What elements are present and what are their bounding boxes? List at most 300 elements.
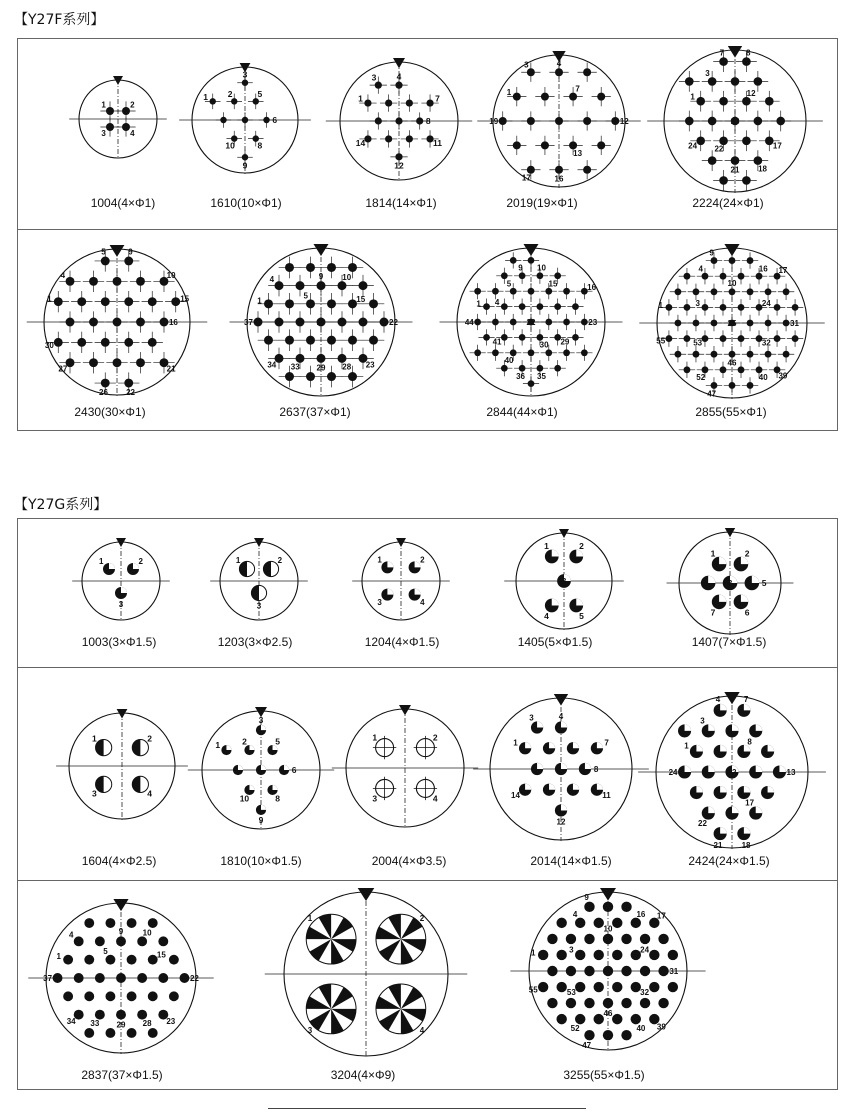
pin-number-label: 41	[492, 337, 502, 347]
pin-contact	[584, 966, 594, 976]
pin-contact	[649, 950, 659, 960]
pin-number-label: 47	[707, 389, 717, 399]
pin-contact	[575, 950, 585, 960]
pin-number-label: 9	[258, 814, 264, 825]
pin-contact	[555, 166, 563, 174]
pin-contact	[306, 372, 315, 381]
pin-contact	[148, 1028, 158, 1038]
panel-y27g	[17, 518, 838, 1090]
pin-contact	[738, 273, 745, 280]
pin-contact	[603, 902, 613, 912]
pin-number-label: 1	[544, 540, 549, 551]
pin-contact	[702, 304, 709, 311]
pin-number-label: 4	[558, 712, 564, 722]
pin-number-label: 5	[257, 89, 263, 100]
connector-caption: 2424(24×Φ1.5)	[688, 854, 770, 868]
pin-number-label: 37	[244, 317, 253, 327]
pin-contact	[747, 320, 754, 327]
pin-number-label: 13	[730, 116, 740, 126]
pin-number-label: 16	[554, 174, 564, 184]
pin-contact	[105, 955, 115, 965]
pin-number-label: 24	[640, 945, 650, 955]
pin-number-label: 4	[269, 275, 275, 285]
pin-contact	[711, 351, 718, 358]
pin-contact	[510, 257, 517, 264]
pin-number-label: 46	[603, 1009, 613, 1019]
connector-diagram	[345, 708, 465, 828]
pin-number-label: 4	[544, 611, 549, 622]
connector-diagram	[528, 891, 688, 1051]
pin-contact	[519, 272, 526, 279]
pin-number-label: 6	[744, 607, 750, 618]
connector-caption: 1405(5×Φ1.5)	[517, 635, 593, 649]
pin-contact	[754, 117, 763, 126]
pin-contact	[612, 918, 622, 928]
pin-number-label: 32	[761, 338, 771, 348]
pin-number-label: 4	[420, 598, 425, 608]
pin-contact	[136, 318, 145, 327]
pin-contact	[275, 281, 284, 290]
pin-number-label: 10	[727, 279, 737, 289]
pin-contact	[327, 299, 336, 308]
pin-contact	[306, 336, 315, 345]
pin-number-label: 1	[98, 557, 104, 567]
pin-number-label: 8	[747, 737, 752, 747]
pin-number-label: 23	[588, 317, 598, 327]
pin-contact	[406, 99, 413, 106]
pin-number-label: 9	[709, 248, 714, 258]
pin-contact	[584, 934, 594, 944]
pin-contact	[575, 918, 585, 928]
pin-contact	[385, 135, 392, 142]
pin-contact	[84, 991, 94, 1001]
pin-contact	[89, 358, 98, 367]
pin-contact	[359, 281, 368, 290]
pin-number-label: 15	[548, 279, 558, 289]
pin-number-label: 6	[291, 764, 297, 775]
pin-contact	[169, 991, 179, 1001]
pin-contact	[148, 991, 158, 1001]
connector-diagram	[656, 247, 808, 399]
connector-caption: 2014(14×Φ1.5)	[530, 854, 612, 868]
pin-number-label: 22	[526, 317, 536, 327]
pin-contact	[729, 351, 736, 358]
pin-number-label: 3	[242, 69, 248, 80]
pin-number-label: 3	[705, 69, 710, 79]
pin-number-label: 9	[118, 927, 124, 937]
connector-caption: 1407(7×Φ1.5)	[691, 635, 767, 649]
pin-contact	[364, 99, 371, 106]
pin-number-label: 52	[570, 1023, 580, 1033]
pin-contact	[127, 955, 137, 965]
pin-number-label: 29	[116, 1020, 126, 1030]
pin-contact	[537, 272, 544, 279]
pin-contact	[658, 966, 668, 976]
pin-contact	[684, 273, 691, 280]
pin-contact	[631, 1014, 641, 1024]
pin-contact	[566, 934, 576, 944]
pin-contact	[180, 973, 190, 983]
pin-contact	[742, 136, 751, 145]
pin-number-label: 3	[377, 598, 382, 608]
pin-number-label: 53	[566, 987, 576, 997]
pin-number-label: 2	[277, 555, 283, 565]
pin-number-label: 10	[603, 924, 613, 934]
pin-contact	[545, 288, 552, 295]
pin-contact	[528, 257, 535, 264]
pin-contact	[541, 93, 549, 101]
connector-diagram	[43, 248, 191, 396]
panel-y27f	[17, 38, 838, 431]
pin-contact	[729, 382, 736, 389]
pin-contact	[348, 372, 357, 381]
pin-number-label: 52	[696, 372, 706, 382]
pin-number-label: 1	[710, 548, 716, 559]
pin-contact	[513, 141, 521, 149]
pin-contact	[711, 320, 718, 327]
pin-contact	[566, 966, 576, 976]
pin-contact	[545, 349, 552, 356]
pin-number-label: 10	[142, 928, 152, 938]
pin-number-label: 12	[619, 116, 629, 126]
pin-number-label: 4	[494, 298, 500, 308]
bottom-rule	[268, 1108, 586, 1109]
pin-number-label: 9	[242, 160, 248, 171]
pin-contact	[720, 304, 727, 311]
pin-number-label: 22	[189, 973, 199, 983]
pin-number-label: 40	[636, 1023, 646, 1033]
pin-contact	[306, 263, 315, 272]
pin-contact	[702, 335, 709, 342]
pin-contact	[510, 288, 517, 295]
pin-contact	[719, 176, 728, 185]
pin-contact	[275, 318, 284, 327]
pin-contact	[338, 318, 347, 327]
connector-diagram	[81, 541, 161, 621]
pin-contact	[747, 351, 754, 358]
pin-contact	[566, 998, 576, 1008]
pin-number-label: 29	[560, 337, 570, 347]
pin-contact	[160, 318, 169, 327]
pin-contact	[106, 123, 114, 131]
pin-contact	[519, 303, 526, 310]
pin-number-label: 1	[235, 555, 241, 565]
pin-number-label: 21	[166, 364, 176, 374]
pin-number-label: 5	[761, 577, 767, 588]
pin-number-label: 16	[758, 264, 768, 274]
pin-contact	[765, 351, 772, 358]
pin-contact	[621, 934, 631, 944]
pin-number-label: 1	[307, 913, 313, 923]
pin-contact	[742, 57, 751, 66]
pin-number-label: 1	[47, 294, 52, 304]
pin-number-label: 1	[690, 92, 695, 102]
pin-contact	[527, 117, 535, 125]
pin-number-label: 13	[786, 767, 796, 777]
section-title-y27g: 【Y27G系列】	[14, 497, 108, 513]
connector-diagram	[489, 54, 629, 188]
pin-contact	[54, 297, 63, 306]
pin-contact	[640, 966, 650, 976]
pin-number-label: 23	[166, 1016, 176, 1026]
pin-number-label: 10	[225, 140, 235, 151]
connector-caption: 2019(19×Φ1)	[506, 196, 578, 210]
pin-contact	[556, 982, 566, 992]
pin-number-label: 3	[561, 575, 567, 586]
pin-contact	[116, 936, 126, 946]
pin-contact	[594, 982, 604, 992]
pin-contact	[95, 936, 105, 946]
pin-contact	[594, 1014, 604, 1024]
pin-contact	[612, 1014, 622, 1024]
pin-contact	[510, 319, 517, 326]
pin-number-label: 1	[56, 952, 61, 962]
pin-contact	[474, 319, 481, 326]
pin-contact	[666, 335, 673, 342]
pin-number-label: 2	[130, 100, 135, 110]
connector-diagram	[283, 891, 449, 1057]
pin-contact	[528, 288, 535, 295]
pin-number-label: 39	[778, 371, 788, 381]
connector-caption: 1810(10×Φ1.5)	[220, 854, 302, 868]
pin-number-label: 37	[43, 973, 53, 983]
pin-contact	[127, 991, 137, 1001]
pin-contact	[603, 998, 613, 1008]
pin-number-label: 9	[518, 263, 523, 273]
pin-contact	[116, 1010, 126, 1020]
pin-number-label: 3	[118, 599, 124, 609]
pin-number-label: 8	[275, 793, 280, 804]
pin-contact	[765, 288, 772, 295]
pin-contact	[649, 982, 659, 992]
pin-number-label: 1	[257, 296, 262, 306]
pin-contact	[572, 334, 579, 341]
pin-number-label: 1	[92, 733, 97, 744]
pin-number-label: 16	[587, 282, 597, 292]
pin-number-label: 4	[698, 264, 703, 274]
pin-number-label: 17	[745, 798, 755, 808]
pin-contact	[406, 135, 413, 142]
pin-contact	[563, 349, 570, 356]
pin-number-label: 8	[257, 140, 263, 151]
pin-number-label: 53	[693, 338, 703, 348]
pin-contact	[708, 117, 717, 126]
pin-contact	[137, 973, 147, 983]
pin-contact	[547, 934, 557, 944]
pin-number-label: 46	[727, 358, 737, 368]
pin-contact	[296, 281, 305, 290]
pin-contact	[583, 117, 591, 125]
pin-contact	[264, 299, 273, 308]
pin-contact	[584, 1030, 594, 1040]
pin-contact	[375, 117, 382, 124]
pin-contact	[77, 297, 86, 306]
pin-contact	[148, 918, 158, 928]
pin-number-label: 29	[316, 363, 326, 373]
pin-contact	[501, 365, 508, 372]
pin-contact	[658, 998, 668, 1008]
pin-number-label: 4	[396, 71, 402, 82]
pin-contact	[254, 318, 263, 327]
pin-contact	[575, 982, 585, 992]
connector-diagram	[246, 247, 396, 397]
pin-number-label: 3	[727, 577, 733, 588]
pin-contact	[380, 318, 389, 327]
pin-contact	[528, 349, 535, 356]
pin-contact	[554, 365, 561, 372]
pin-contact	[702, 273, 709, 280]
pin-contact	[105, 991, 115, 1001]
pin-contact	[563, 319, 570, 326]
pin-contact	[563, 288, 570, 295]
pin-number-label: 4	[419, 1025, 425, 1035]
pin-number-label: 2	[432, 732, 438, 743]
pin-contact	[693, 351, 700, 358]
pin-number-label: 4	[147, 788, 152, 799]
pin-contact	[621, 998, 631, 1008]
pin-contact	[327, 372, 336, 381]
pin-contact	[541, 141, 549, 149]
pin-contact	[621, 966, 631, 976]
pin-contact	[220, 117, 226, 123]
pin-contact	[385, 99, 392, 106]
pin-contact	[747, 382, 754, 389]
pin-contact	[742, 97, 751, 106]
pin-contact	[696, 97, 705, 106]
pin-contact	[708, 77, 717, 86]
panel-row	[18, 880, 837, 1091]
connector-caption: 2855(55×Φ1)	[695, 405, 767, 419]
pin-contact	[84, 955, 94, 965]
pin-number-label: 3	[569, 945, 574, 955]
pin-contact	[105, 918, 115, 928]
pin-number-label: 7	[604, 738, 609, 748]
pin-contact	[584, 902, 594, 912]
pin-contact	[416, 117, 423, 124]
connector-caption: 2430(30×Φ1)	[74, 405, 146, 419]
pin-contact	[742, 176, 751, 185]
pin-contact	[738, 366, 745, 373]
pin-number-label: 3	[372, 793, 378, 804]
pin-number-label: 15	[180, 294, 190, 304]
pin-contact	[792, 304, 799, 311]
pin-number-label: 10	[166, 270, 176, 280]
pin-contact	[285, 299, 294, 308]
pin-number-label: 11	[432, 138, 442, 149]
pin-contact	[675, 288, 682, 295]
pin-number-label: 10	[342, 273, 352, 283]
pin-number-label: 15	[156, 950, 166, 960]
pin-number-label: 5	[103, 946, 108, 956]
connector-caption: 2844(44×Φ1)	[486, 405, 558, 419]
pin-contact	[708, 156, 717, 165]
pin-contact	[538, 982, 548, 992]
pin-contact	[285, 372, 294, 381]
panel-row	[18, 229, 837, 432]
connector-diagram	[489, 697, 633, 841]
pin-contact	[711, 257, 718, 264]
pin-contact	[317, 281, 326, 290]
pin-number-label: 34	[267, 360, 277, 370]
pin-contact	[101, 338, 110, 347]
pin-number-label: 10	[537, 263, 546, 273]
pin-number-label: 6	[272, 114, 278, 125]
pin-contact	[501, 272, 508, 279]
pin-contact	[621, 902, 631, 912]
pin-contact	[774, 335, 781, 342]
pin-contact	[774, 304, 781, 311]
pin-contact	[685, 117, 694, 126]
pin-number-label: 12	[556, 817, 566, 827]
pin-contact	[327, 336, 336, 345]
pin-contact	[684, 304, 691, 311]
pin-number-label: 3	[92, 788, 97, 799]
pin-contact	[594, 950, 604, 960]
pin-contact	[492, 349, 499, 356]
pin-contact	[527, 68, 535, 76]
pin-contact	[640, 934, 650, 944]
pin-number-label: 4	[68, 930, 74, 940]
pin-contact	[675, 351, 682, 358]
pin-number-label: 21	[713, 840, 723, 850]
connector-diagram	[45, 902, 197, 1054]
pin-contact	[501, 334, 508, 341]
pin-contact	[84, 1028, 94, 1038]
pin-number-label: 16	[168, 317, 178, 327]
pin-number-label: 7	[435, 93, 440, 104]
pin-contact	[747, 257, 754, 264]
pin-contact	[731, 77, 740, 86]
pin-contact	[89, 277, 98, 286]
connector-diagram	[191, 66, 299, 174]
pin-contact	[63, 991, 73, 1001]
pin-number-label: 2	[419, 913, 425, 923]
pin-contact	[242, 80, 248, 86]
pin-number-label: 3	[307, 1025, 313, 1035]
pin-number-label: 13	[573, 148, 583, 158]
pin-number-label: 1	[215, 739, 221, 750]
pin-number-label: 16	[316, 317, 326, 327]
pin-number-label: 4	[60, 270, 66, 280]
pin-contact	[693, 288, 700, 295]
pin-contact	[124, 338, 133, 347]
pin-number-label: 1	[658, 301, 663, 311]
pin-number-label: 40	[504, 355, 514, 365]
pin-contact	[597, 141, 605, 149]
pin-contact	[426, 99, 433, 106]
pin-contact	[675, 320, 682, 327]
pin-number-label: 12	[394, 160, 404, 171]
pin-number-label: 8	[425, 115, 431, 126]
pin-contact	[148, 338, 157, 347]
panel-row	[18, 39, 837, 229]
pin-number-label: 18	[741, 840, 751, 850]
pin-contact	[492, 319, 499, 326]
pin-number-label: 8	[745, 48, 751, 58]
pin-contact	[285, 263, 294, 272]
pin-contact	[640, 998, 650, 1008]
pin-number-label: 5	[579, 611, 584, 622]
pin-contact	[719, 57, 728, 66]
pin-contact	[575, 1014, 585, 1024]
pin-contact	[106, 107, 114, 115]
pin-number-label: 32	[640, 987, 650, 997]
pin-number-label: 30	[44, 341, 54, 351]
pin-contact	[317, 354, 326, 363]
pin-contact	[696, 136, 705, 145]
pin-contact	[158, 936, 168, 946]
pin-number-label: 30	[539, 340, 549, 350]
